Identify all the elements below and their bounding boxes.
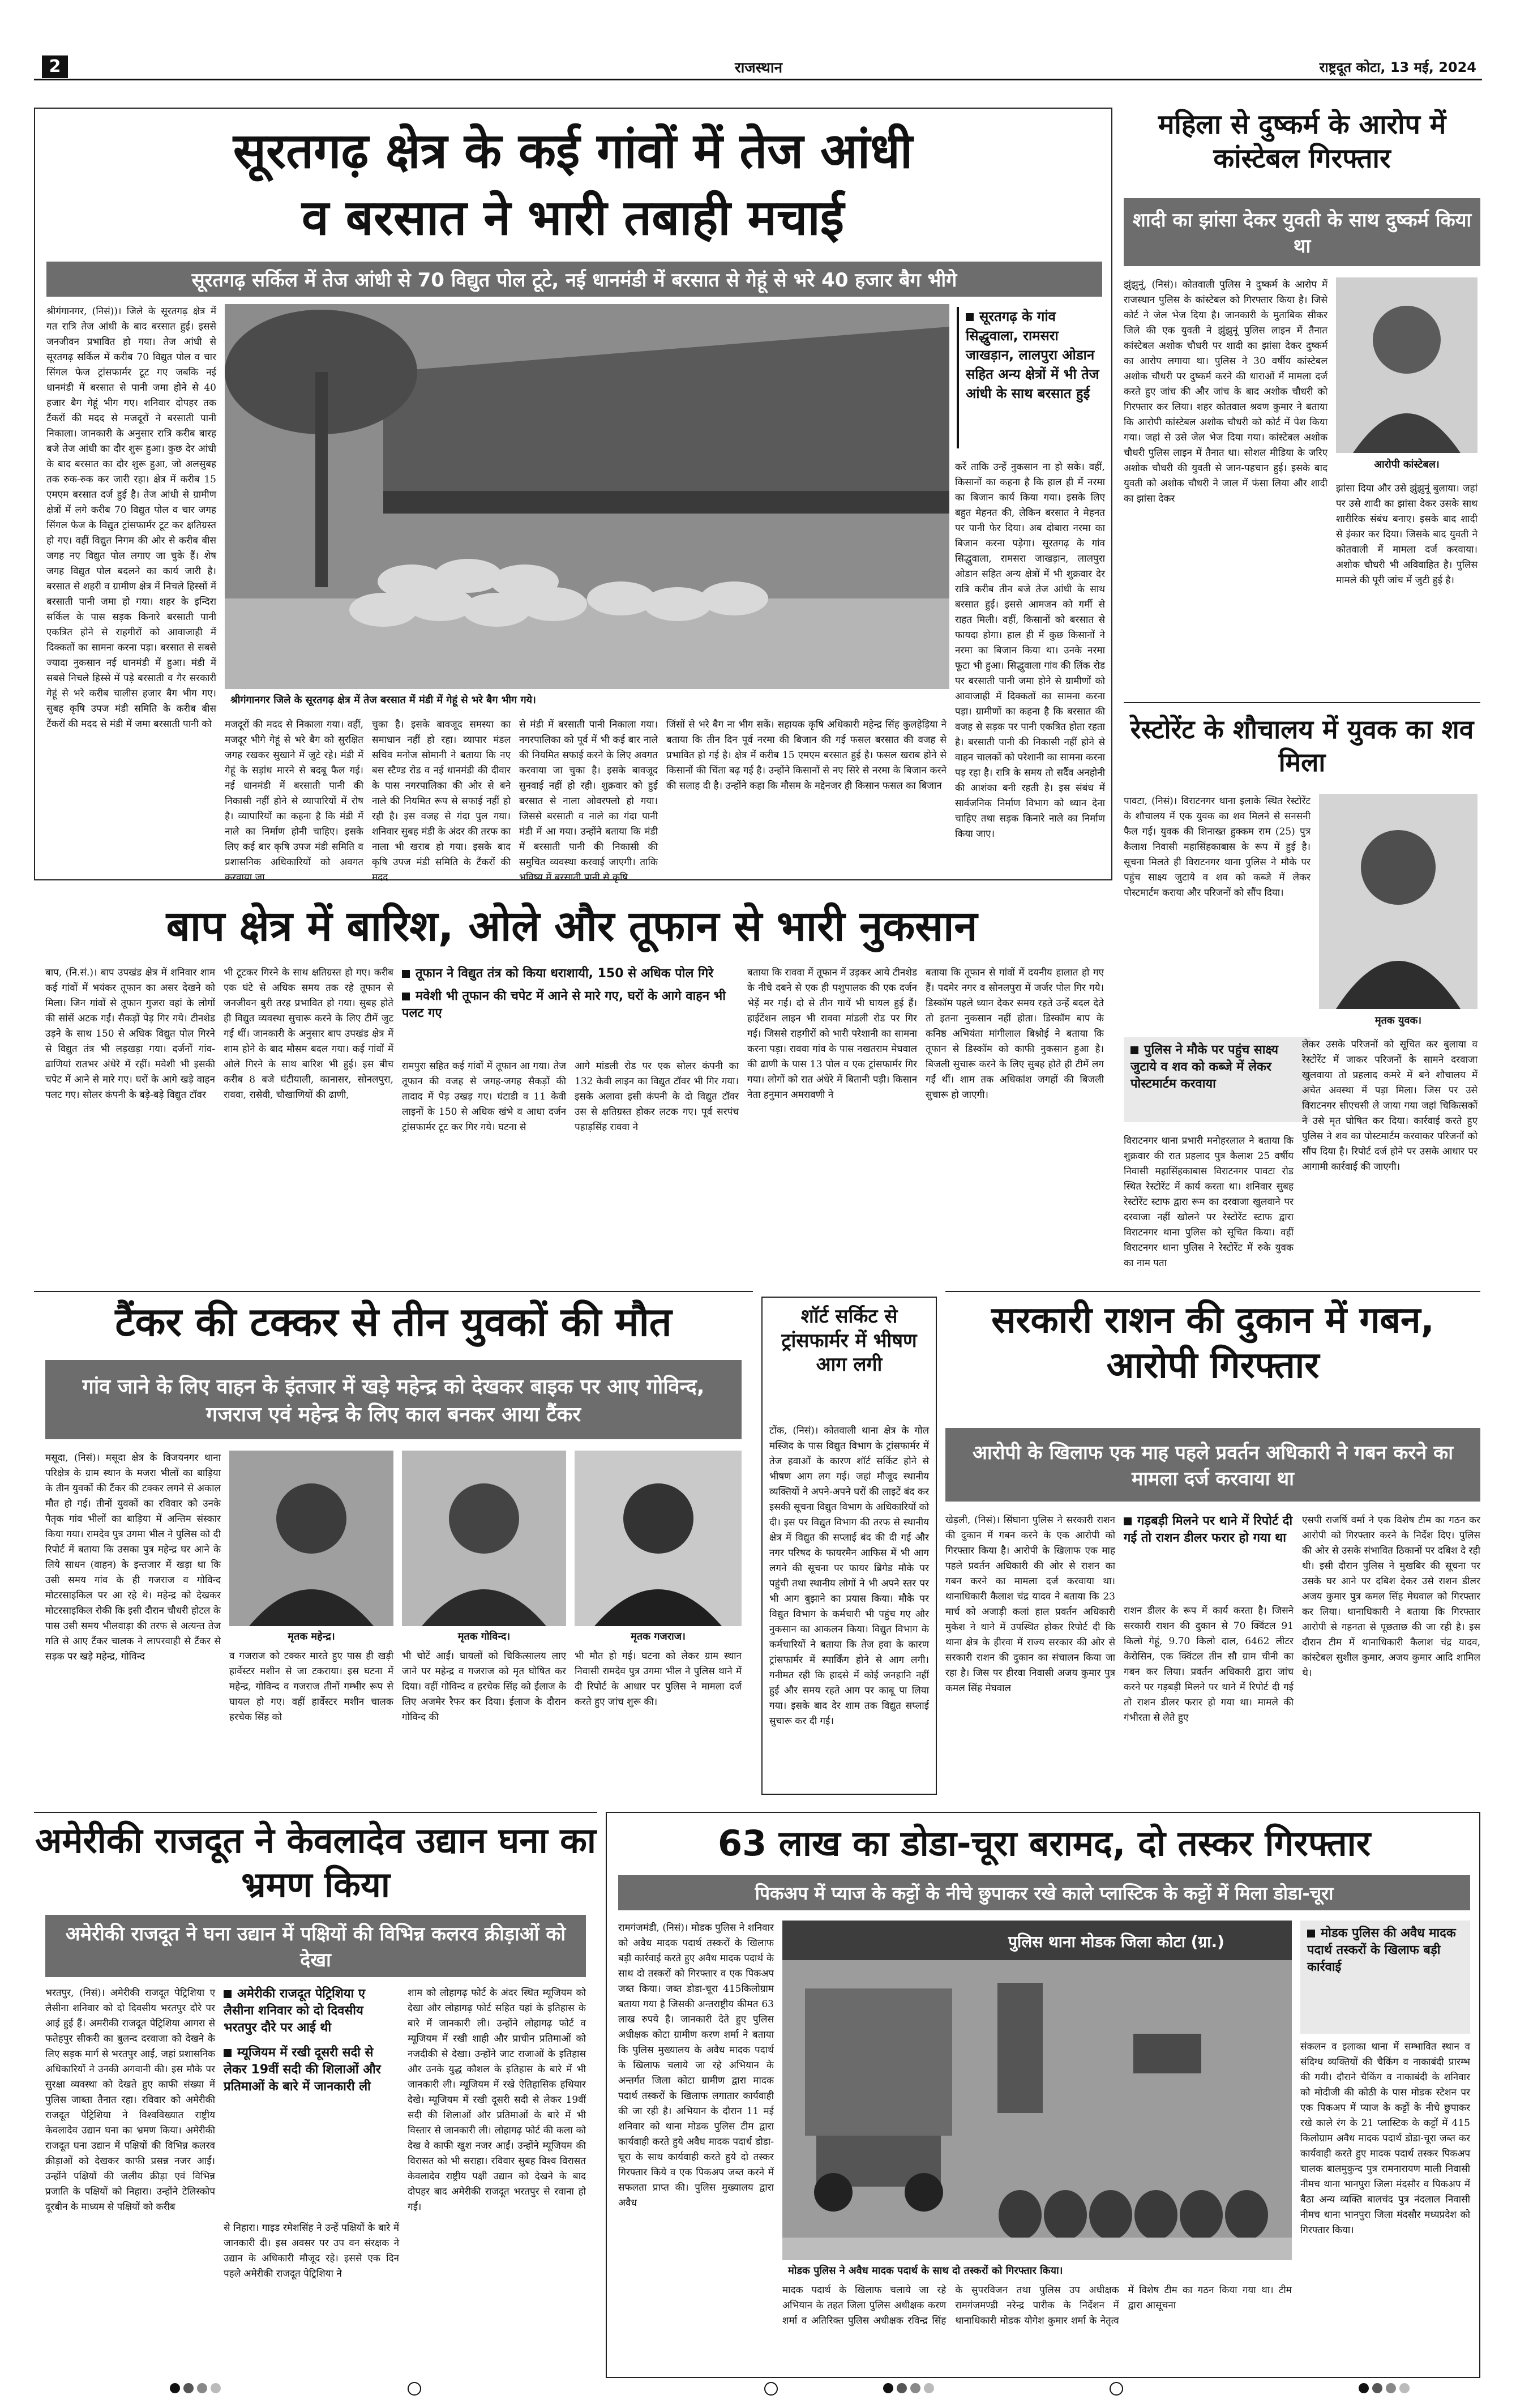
color-dot [1372, 2383, 1382, 2393]
story1-col5: जिंसों से भरे बैग ना भीग सकें। सहायक कृषि अधिकारी महेन्द्र सिंह कुलहेड़िया ने बताया कि तीन दिन पूर्व नरमा की बिजान की गई फसल बरसात की वजह से प्रभावित हो गई है। क्षेत्र में करीब 15 एमएम बरसात हुई है। फसल खराब होने से किसानों की चिंता बढ़ गई है। उन्होंने किसानों से नए सिरे से नरमा के बिजान करने की सलाह दी है। उन्होंने कहा कि मौसम के मद्देनजर ही किसान फसल का बिजान [666, 719, 947, 792]
registration-dots-center [883, 2383, 937, 2396]
story4-photo-caption: मृतक युवक। [1374, 1015, 1422, 1026]
color-dot [910, 2383, 920, 2393]
story1-col3: चुका है। इसके बावजूद समस्या का समाधान नहीं हो रहा। व्यापार मंडल सचिव मनोज सोमानी ने बताया कि नए बस स्टैण्ड रोड व नई धानमंडी की दीवार के पास नगरपालिका की ओर से बने नाले की नियमित रूप से सफाई नहीं हो रही है। इस वजह से गंदा पुल गया। शनिवार सुबह मंडी के अंदर की तरफ का नाला भी खराब हो गया। इसके बाद कृषि उपज मंडी समिति के टैंकरों की मदद [372, 719, 511, 883]
story3-subhead: शादी का झांसा देकर युवती के साथ दुष्कर्म किया था [1124, 198, 1480, 266]
bullet-square-icon [1124, 1517, 1132, 1525]
story1-photo-grain-bags [225, 304, 949, 689]
story5-caption-2: मृतक गोविन्द। [457, 1631, 511, 1643]
story9-col3: संकलन व इलाका थाना में सम्भावित स्थान व संदिग्ध व्यक्तियों की चैकिंग व नाकाबंदी प्रारम्भ की गयी। दौराने चैकिंग व नाकाबंदी के शनिवार को मोदीजी की कोठी के पास मोडक स्टेशन पर एक पिकअप में प्याज के कट्टों के नीचे छुपाकर रखे काले रंग के 21 प्लास्टिक के कट्टों में 415 किलोग्राम अवैध मादक पदार्थ डोडा-चूरा जब्त कर कार्यवाही करते हुए मादक पदार्थ तस्कर पिकअप चालक बालमुकुन्द पुत्र रामनारायण माली निवासी नीमच थाना भानपुरा जिला मंदसौर व पिकअप में बैठा अन्य व्यक्ति बालचंद पुत्र नंदलाल निवासी नीमच थाना भानपुरा जिला मंदसौर मध्यप्रदेश को गिरफ्तार किया। [1300, 2041, 1470, 2236]
story9-photo-caption: मोडक पुलिस ने अवैध मादक पदार्थ के साथ दो तस्करों को गिरफ्तार किया। [788, 2265, 1063, 2277]
story2-headline: बाप क्षेत्र में बारिश, ओले और तूफान से भारी नुकसान [166, 902, 978, 951]
story-constable [1124, 108, 1480, 691]
police-station-sign: पुलिस थाना मोडक जिला कोटा (ग्रा.) [1008, 1932, 1224, 1951]
bullet-square-icon [402, 970, 410, 978]
bullet-square-icon [1130, 1046, 1138, 1054]
story7-highlight-text: गड़बड़ी मिलने पर थाने में रिपोर्ट दी गई तो राशन डीलर फरार हो गया था [1124, 1514, 1293, 1545]
color-dot [1399, 2383, 1410, 2393]
story2-col1: बाप, (नि.सं.)। बाप उपखंड क्षेत्र में शनिवार शाम कई गांवों में भयंकर तूफान का असर देखने को मिला। जिन गांवों से तूफान गुजरा वहां के लोगों की सांसें अटक गईं। सैकड़ों पेड़ गिर गये। टीनशेड उड़ने के साथ 150 से अधिक विद्युत पोल गिरने से विद्युत तंत्र भी लड़खड़ा गया। दर्जनों गांव-ढाणियां रातभर अंधेरे में रहीं। मवेशी भी इसकी चपेट में आने से मारे गए। घरों के आगे खड़े वाहन पलट गए। सोलर कंपनी के बड़े-बड़े विद्युत टॉवर [45, 967, 215, 1101]
story1-subhead: सूरतगढ़ सर्किल में तेज आंधी से 70 विद्युत पोल टूटे, नई धानमंडी में बरसात से गेहूं से भरे 40 हजार बैग भीगे [46, 262, 1102, 297]
story-us-ambassador [34, 1812, 597, 2378]
story5-photo-1 [229, 1451, 393, 1626]
bullet-square-icon [1307, 1930, 1315, 1937]
warehouse-illustration [225, 304, 949, 689]
story7-headline: सरकारी राशन की दुकान में गबन, आरोपी गिरफ्तार [991, 1299, 1434, 1387]
portrait-illustration [229, 1451, 393, 1626]
section-title: राजस्थान [734, 59, 783, 76]
dateline: राष्ट्रदूत कोटा, 13 मई, 2024 [1319, 59, 1476, 75]
page-number: 2 [42, 55, 68, 78]
color-dot [197, 2383, 207, 2393]
story4-col1: विराटनगर थाना प्रभारी मनोहरलाल ने बताया कि शुक्रवार की रात प्रहलाद पुत्र कैलाश 25 वर्षीय निवासी महासिंहकाबास विराटनगर पावटा रोड स्थित रेस्टोरेंट में कार्य करता था। शनिवार सुबह रेस्टोरेंट स्टाफ द्वारा रूम का दरवाजा खुलवाने पर दरवाजा नहीं खोलने पर रेस्टोरेंट स्टाफ द्वारा विराटनगर थाना पुलिस को सूचित किया। वहीं विराटनगर थाना पुलिस ने रेस्टोरेंट में रुके युवक का नाम पता [1124, 1135, 1294, 1269]
story9-col2: मादक पदार्थ के खिलाफ चलाये जा रहे अभियान के तहत जिला पुलिस अधीक्षक करण शर्मा व अतिरिक्त पुलिस अधीक्षक रविन्द्र सिंह के सुपरविजन तथा पुलिस उप अधीक्षक रामगंजमण्डी नरेन्द्र पारीक के निर्देशन में थानाधिकारी मोडक योगेश कुमार शर्मा के नेतृत्व में विशेष टीम का गठन किया गया था। टीम द्वारा आसूचना [782, 2285, 1292, 2326]
story6-body: टोंक, (निसं)। कोतवाली थाना क्षेत्र के गोल मस्जिद के पास विद्युत विभाग के ट्रांसफार्मर में तेज हवाओं के कारण शॉर्ट सर्किट होने से भीषण आग लग गई। जहां मौजूद स्थानीय व्यक्तियों ने अपने-अपने घरों की लाइटें बंद कर इसकी सूचना विद्युत विभाग के अधिकारियों को दी। इस पर विद्युत विभाग की तरफ से स्थानीय क्षेत्र में विद्युत की सप्लाई बंद की दी गई और नगर परिषद के फायरमैन आफिस में भी आग लगने की सूचना पर फायर ब्रिगेड मौके पर पहुंची तथा स्थानीय लोगों ने भी अपने स्तर पर भी आग बुझाने का प्रयास किया। मौके पर विद्युत विभाग के कर्मचारी भी पहुंच गए और नुकसान का आकलन किया। विद्युत विभाग के कर्मचारियों ने बताया कि तेज हवा के कारण ट्रांसफार्मर में स्पार्किंग होने से आग लगी। गनीमत रही कि हादसे में कोई जनहानि नहीं हुई और समय रहते आग पर काबू पा लिया गया। इसके बाद देर शाम तक विद्युत सप्लाई सुचारू कर दी गई। [769, 1425, 929, 1727]
color-dot [924, 2383, 934, 2393]
story5-subhead: गांव जाने के लिए वाहन के इंतजार में खड़े महेन्द्र को देखकर बाइक पर आए गोविन्द, गजराज एवं महेन्द्र के लिए काल बनकर आया टैंकर [45, 1360, 742, 1439]
story8-bullets [224, 1986, 399, 2212]
story5-photo-3 [575, 1451, 742, 1626]
story1-highlight-text: सूरतगढ़ के गांव सिद्धुवाला, रामसरा जाखड़ान, लालपुरा ओडान सहित अन्य क्षेत्रों में भी तेज आंधी के साथ बरसात हुई [966, 309, 1099, 401]
story4-highlight-text: पुलिस ने मौके पर पहुंच साक्ष्य जुटाये व शव को कब्जे में लेकर पोस्टमार्टम करवाया [1130, 1043, 1279, 1091]
story-transformer-fire [761, 1297, 937, 1795]
story-baap [34, 895, 1112, 1280]
color-dot [1359, 2383, 1369, 2393]
registration-dots-left [170, 2383, 224, 2396]
story9-col1: रामगंजमंडी, (निसं)। मोडक पुलिस ने शनिवार को अवैध मादक पदार्थ तस्करों के खिलाफ बड़ी कार्रवाई करते हुए अवैध मादक पदार्थ के साथ दो तस्करों को गिरफ्तार व एक पिकअप जब्त किया। जब्त डोडा-चूरा 415किलोग्राम बताया गया है जिसकी अन्तराष्ट्रीय कीमत 63 लाख रुपये है। जानकारी देते हुए पुलिस अधीक्षक कोटा ग्रामीण करण शर्मा ने बताया कि पुलिस मुख्यालय के अवैध मादक पदार्थ के खिलाफ चलाये जा रहे अभियान के अन्तर्गत जिला कोटा ग्रामीण द्वारा मादक पदार्थ तस्करों के खिलाफ लगातार कार्यवाही की जा रही है। अभियान के दौरान 11 मई शनिवार को थाना मोडक पुलिस टीम द्वारा कार्यवाही करते हुये अवैध मादक पदार्थ डोडा-चूरा के साथ कार्यवाही करते हुये दो तस्कर गिरफ्तार किये व एक पिकअप जब्त करने में सफलता प्राप्त की। पुलिस मुख्यालय द्वारा अवैध [618, 1922, 774, 2209]
registration-crosshair-icon [1110, 2382, 1123, 2396]
story5-caption-3: मृतक गजराज। [631, 1631, 686, 1643]
story2-bullets [402, 965, 742, 1050]
story-doda-chura [606, 1812, 1480, 2378]
color-dot [897, 2383, 907, 2393]
story6-headline: शॉर्ट सर्किट से ट्रांसफार्मर में भीषण आग लगी [781, 1305, 917, 1376]
story5-headline: टैंकर की टक्कर से तीन युवकों की मौत [115, 1299, 672, 1345]
story1-headline-line1: सूरतगढ़ क्षेत्र के कई गांवों में तेज आंधी [233, 123, 913, 179]
story8-col2: से निहारा। गाइड रमेशसिंह ने उन्हें पक्षियों के बारे में जानकारी दी। इस अवसर पर उप वन संरक्षक ने उद्यान के अधिकारी मौजूद रहे। इससे एक दिन पहले अमेरीकी राजदूत पेट्रिशिया ने [224, 2222, 399, 2279]
story8-col1: भरतपुर, (निसं)। अमेरीकी राजदूत पेट्रिशिया ए लैसीना शनिवार को दो दिवसीय भरतपुर दौरे पर आई हुई हैं। अमरीकी राजदूत पेट्रिशिया आगरा से फतेहपुर सीकरी का बुलन्द दरवाजा को देखने के लिए सड़क मार्ग से भरतपुर आईं, जहां प्रशासनिक अधिकारियों ने उनकी अगवानी की। इस मौके पर सुरक्षा व्यवस्था को देखते हुए काफी संख्या में पुलिस जाब्ता तैनात रहा। रविवार को अमेरीकी राजदूत पेट्रिशिया ने विश्वविख्यात राष्ट्रीय केवलादेव उद्यान घना का भ्रमण किया। अमेरीकी राजदूत घना उद्यान में पक्षियों की विभिन्न कलरव क्रीड़ाओं को देखकर काफी प्रसन्न नजर आईं। उन्होंने पक्षियों की जलीय क्रीड़ा एवं विभिन्न प्रजाति के पक्षियों को निहारा। उन्होंने टेलिस्कोप दूरबीन के माध्यम से पक्षियों को करीब [45, 1987, 215, 2213]
bullet-square-icon [224, 1990, 232, 1998]
story1-col4: से मंडी में बरसाती पानी निकाला गया। नगरपालिका को पूर्व में भी कई बार नाले की नियमित सफाई करने के लिए अवगत करवाया जा चुका है। इसके बावजूद सुनवाई नहीं हो रही। शुक्रवार को हुई बरसात से नाला ओवरफ्लो हो गया। जिससे बरसाती व नाले का गंदा पानी मंडी में आ गया। उन्होंने बताया कि मंडी में बरसाती पानी की निकासी की समुचित व्यवस्था करवाई जाएगी। ताकि भविष्य में बरसाती पानी से कृषि [519, 719, 658, 883]
story-surtgarh [34, 108, 1112, 883]
story1-col6: करें ताकि उन्हें नुकसान ना हो सके। वहीं, किसानों का कहना है कि हाल ही में नरमा का बिजान कार्य किया गया। इसके लिए बहुत मेहनत की, लेकिन बरसात ने मेहनत पर पानी फेर दिया। अब दोबारा नरमा का बिजान करना पड़ेगा। सूरतगढ़ के गांव सिद्धुवाला, रामसरा जाखड़ान, लालपुरा ओडान सहित अन्य क्षेत्रों में भी शुक्रवार देर रात्रि करीब तीन बजे तेज आंधी के साथ बरसात हुई। इससे आमजन को गर्मी से राहत मिली। वहीं, किसानों को बरसात से फायदा होगा। हाल ही में कुछ किसानों ने नरमा का बिजान किया था। उनके नरमा फूटा भी हुआ। सिद्धुवाला गांव की लिंक रोड पर बरसाती पानी जमा होने से ग्रामीणों को आवाजाही में दिक्कतों का सामना करना पड़ा। ग्रामीणों का कहना है कि बरसात की वजह से सड़क पर पानी एकत्रित होता रहता है। बरसाती पानी की निकासी नहीं होने से वाहन चालकों को परेशानी का सामना करना पड़ रहा है। रात्रि के समय तो सर्दैव अनहोनी की आशंका बनी रहती है। इस संबंध में सार्वजनिक निर्माण विभाग को ध्यान देना चाहिए तथा सड़क किनारे नाले का निर्माण किया जाए। [955, 461, 1105, 840]
story5-caption-1: मृतक महेन्द्र। [288, 1631, 335, 1643]
story2-col6: बताया कि तूफान से गांवों में दयनीय हालात हो गए हैं। पदमेर नगर व सोनलपुरा में जर्जर पोल गिर गये। डिस्कॉम पहले ध्यान देकर समय रहते उन्हें बदल देते तो इतना नुकसान नहीं होता। डिस्कॉम बाप के कनिष्ठ अभियंता मांगीलाल बिश्नोई ने बताया कि तूफान से डिस्कॉम को काफी नुकसान हुआ है। बिजली सुचारू करने के लिए सुबह होते ही टीमें लग गईं थीं। शाम तक अधिकांश जगहों की बिजली सुचारू हो जाएगी। [926, 967, 1104, 1101]
story1-highlight-box [957, 307, 1104, 448]
bullet-square-icon [402, 993, 410, 1000]
bullet-square-icon [224, 2049, 232, 2057]
story3-col1: झुंझुनूं, (निसं)। कोतवाली पुलिस ने दुष्कर्म के आरोप में राजस्थान पुलिस के कांस्टेबल को गिरफ्तार किया है। जिसे कोर्ट ने जेल भेज दिया है। जानकारी के मुताबिक सीकर जिले की एक युवती ने झुंझुनूं पुलिस लाइन में तैनात कांस्टेबल अशोक चौधरी पर शादी का झांसा देकर दुष्कर्म का आरोप लगाया था। पुलिस ने 30 वर्षीय कांस्टेबल अशोक चौधरी पर दुष्कर्म करने की धाराओं में मामला दर्ज करते हुए जांच की और जांच के बाद अशोक चौधरी को गिरफ्तार कर लिया। शहर कोतवाल श्रवण कुमार ने बताया कि आरोपी कांस्टेबल अशोक चौधरी को कोर्ट में पेश किया गया। जहां से उसे जेल भेज दिया गया। कांस्टेबल अशोक चौधरी पुलिस लाइन में तैनात था। सोशल मीडिया के जरिए अशोक चौधरी की युवती से जान-पहचान हुई। इसके बाद युवती को अशोक चौधरी ने जाल में फंसा लिया और शादी का झांसा देकर [1124, 279, 1327, 504]
story8-bullet2: म्यूजियम में रखी दूसरी सदी से लेकर 19वीं सदी की शिलाओं और प्रतिमाओं के बारे में जानकारी ली [224, 2046, 381, 2094]
masthead-bar [34, 54, 1482, 80]
police-station-illustration [782, 1921, 1292, 2260]
story4-col2: लेकर उसके परिजनों को सूचित कर बुलाया व रेस्टोरेंट में जाकर परिजनों के सामने दरवाजा खुलवाया तो प्रहलाद कमरे में बने शौचालय में अचेत अवस्था में पड़ा मिला। जिस पर उसे विराटनगर सीएचसी ले जाया गया जहां चिकित्सकों ने उसे मृत घोषित कर दिया। कार्रवाई करते हुए पुलिस ने शव का पोस्टमार्टम करवाकर परिजनों को सौंप दिया है। रिपोर्ट दर्ज होने पर उसके आधार पर आगामी कार्रवाई की जाएगी। [1302, 1039, 1478, 1173]
story3-photo-caption: आरोपी कांस्टेबल। [1374, 459, 1440, 471]
story2-col2: भी टूटकर गिरने के साथ क्षतिग्रस्त हो गए। करीब एक घंटे से अधिक समय तक रहे तूफान से जनजीवन बुरी तरह प्रभावित हो गया। सुबह होते ही विद्युत व्यवस्था सुचारू करने के लिए टीमें जुट गई थीं। जानकारी के अनुसार बाप उपखंड क्षेत्र में शाम होने के बाद मौसम बदल गया। कई गांवों में ओले गिरने के साथ बारिश भी हुई। इस बीच करीब 8 बजे घंटीयाली, कानासर, सोनलपुरा, राववा, रासेवी, चौखाणियों की ढाणी, [224, 967, 393, 1101]
story2-col5: बताया कि राववा में तूफान में उड़कर आये टीनशेड के नीचे दबने से एक ही पशुपालक की एक दर्जन भेड़ें मर गईं। दो से तीन गायें भी घायल हुई हैं। हाईटेंशन लाइन भी राववा मांडली रोड पर गिर गई। जिससे राहगीरों को भारी परेशानी का सामना करना पड़ा। राववा गांव के पास नखतराम मेघवाल की ढाणी के पास 13 पोल व एक ट्रांसफार्मर गिर गया। लोगों को रात अंधेरे में बितानी पड़ी। किसान नेता हनुमान अमरावणी ने [747, 967, 917, 1101]
registration-crosshair-icon [408, 2382, 421, 2396]
story-ration-shop [945, 1291, 1480, 1795]
story4-headline: रेस्टोरेंट के शौचालय में युवक का शव मिला [1130, 714, 1474, 777]
portrait-illustration [402, 1451, 566, 1626]
story7-col3: एसपी राजर्षि वर्मा ने एक विशेष टीम का गठन कर आरोपी को गिरफ्तार करने के निर्देश दिए। पुलिस की ओर से उसके संभावित ठिकानों पर दबिश दे रही थी। इसी दौरान पुलिस ने मुखबिर की सूचना पर उसके घर आने पर दबिश देकर उसे राशन डीलर अजय कुमार पुत्र कमल सिंह मेघवाल को गिरफ्तार कर लिया। थानाधिकारी ने बताया कि गिरफ्तार आरोपी से गहनता से पूछताछ की जा रही है। इस दौरान टीम में थानाधिकारी कैलाश चंद्र यादव, कांस्टेबल सुशील कुमार, अजय कुमार आदि शामिल थे। [1302, 1515, 1480, 1679]
story1-photo-caption: श्रीगंगानगर जिले के सूरतगढ़ क्षेत्र में तेज बरसात में मंडी में गेहूं से भरे बैग भीग गये। [230, 694, 536, 706]
story4-highlight-box [1124, 1037, 1311, 1122]
story5-photo-2 [402, 1451, 566, 1626]
color-dot [183, 2383, 194, 2393]
story7-highlight-box [1124, 1513, 1294, 1598]
story5-col4: भी मौत हो गई। घटना को लेकर ग्राम स्थान निवासी रामदेव पुत्र उगमा भील ने पुलिस थाने में दी रिपोर्ट के आधार पर पुलिस ने मामला दर्ज करते हुए जांच शुरू की। [575, 1650, 742, 1708]
story9-highlight-box [1300, 1921, 1470, 2034]
color-dot [1386, 2383, 1396, 2393]
footer-print-marks [34, 2381, 1482, 2398]
story7-col1: खेड़ली, (निसं)। सिंघाना पुलिस ने सरकारी राशन की दुकान में गबन करने के एक आरोपी को गिरफ्तार किया है। आरोपी के खिलाफ एक माह पहले प्रवर्तन अधिकारी की ओर से राशन का गबन करने का मामला दर्ज करवाया था। थानाधिकारी कैलाश चंद्र यादव ने बताया कि 23 मार्च को अजाड़ी कलां हाल प्रवर्तन अधिकारी मुकेश ने थाने में उपस्थित होकर रिपोर्ट दी कि थाना क्षेत्र के हीरवा में राज्य सरकार की ओर से सरकारी राशन की दुकान का संचालन किया जा रहा है। जिस पर हीरवा निवासी अजय कुमार पुत्र कमल सिंह मेघवाल [945, 1515, 1115, 1694]
story5-col1: मसूदा, (निसं)। मसूदा क्षेत्र के विजयनगर थाना परिक्षेत्र के ग्राम स्थान के मजरा भीलों का बाड़िया के तीन युवकों की टैंकर की टक्कर लगने से अकाल मौत हो गई। तीनों युवकों का रविवार को उनके पैतृक गांव भीलों का बाड़िया में अन्तिम संस्कार किया गया। रामदेव पुत्र उगमा भील ने पुलिस को दी रिपोर्ट में बताया कि उसका पुत्र महेन्द्र घर आने के लिये साधन (वाहन) के इन्तजार में खड़ा था कि उसी समय गांव के ही गजराज व गोविन्द मोटरसाइकिल पर आ रहे थे। महेन्द्र को देखकर मोटरसाइकिल रोकी कि इसी दौरान चौधरी होटल के पास उसी समय भीलवाड़ा की तरफ से अत्यन्त तेज गति से आए टैंकर चालक ने लापरवाही से टैंकर से सड़क पर खड़े महेन्द्र, गोविन्द [45, 1452, 221, 1662]
story-restaurant [1124, 702, 1480, 1274]
story2-bullet2: मवेशी भी तूफान की चपेट में आने से मारे गए, घरों के आगे वाहन भी पलट गए [402, 989, 726, 1020]
story7-subhead: आरोपी के खिलाफ एक माह पहले प्रवर्तन अधिकारी ने गबन करने का मामला दर्ज करवाया था [945, 1428, 1480, 1502]
story9-photo-police-station [782, 1921, 1292, 2260]
story8-headline: अमेरीकी राजदूत ने केवलादेव उद्यान घना का भ्रमण किया [35, 1820, 596, 1905]
registration-dots-right [1359, 2383, 1413, 2396]
story-tanker [34, 1291, 753, 1795]
story5-col3: भी चोटें आईं। घायलों को चिकित्सालय लाए जाने पर महेन्द्र व गजराज को मृत घोषित कर दिया। वहीं गोविन्द व हरचेक सिंह को ईलाज के लिए अजमेर रैफर कर दिया। ईलाज के दौरान गोविन्द की [402, 1650, 566, 1723]
story9-highlight-text: मोडक पुलिस की अवैध मादक पदार्थ तस्करों के खिलाफ बड़ी कार्रवाई [1307, 1926, 1456, 1974]
color-dot [883, 2383, 893, 2393]
portrait-illustration [575, 1451, 742, 1626]
portrait-illustration [1319, 794, 1478, 1009]
story3-photo-accused [1336, 277, 1478, 453]
story2-bullet1: तूफान ने विद्युत तंत्र को किया धराशायी, 150 से अधिक पोल गिरे [402, 965, 742, 982]
story5-col2: व गजराज को टक्कर मारते हुए पास ही खड़ी हार्वेस्टर मशीन से जा टकराया। इस घटना में महेन्द्र, गोविन्द व गजराज तीनों गम्भीर रूप से घायल हो गए। वहीं हार्वेस्टर मशीन चालक हरचेक सिंह को [229, 1650, 393, 1723]
story4-photo-deceased [1319, 794, 1478, 1009]
story8-bullet1: अमेरीकी राजदूत पेट्रिशिया ए लैसीना शनिवार को दो दिवसीय भरतपुर दौरे पर आई थी [224, 1987, 366, 2035]
story3-col2: झांसा दिया और उसे झुंझुनूं बुलाया। जहां पर उसे शादी का झांसा देकर उसके साथ शारीरिक संबंध बनाए। इसके बाद शादी से इंकार कर दिया। जिसके बाद युवती ने कोतवाली में मामला दर्ज करवाया। अशोक चौधरी भी अविवाहित है। पुलिस मामले की पूरी जांच में जुटी हुई है। [1336, 483, 1478, 586]
story1-col1: श्रीगंगानगर, (निसं))। जिले के सूरतगढ़ क्षेत्र में गत रात्रि तेज आंधी के बाद बरसात हुई। इससे जनजीवन प्रभावित हो गया। तेज आंधी से सूरतगढ़ सर्किल में करीब 70 विद्युत पोल व चार सिंगल फेज ट्रांसफार्मर टूट गए जबकि नई धानमंडी में बरसात से पानी जमा होने से 40 हजार बैग गेहूं भीग गए। शनिवार दोपहर तक टैंकरों की मदद से मजदूरों ने बरसाती पानी निकाला। जानकारी के अनुसार रात्रि करीब बारह बजे तेज आंधी का दौर शुरू हुआ। कुछ देर आंधी के बाद बरसात का दौर शुरू हुआ, जो अलसुबह तक रुक-रुक कर जारी रहा। क्षेत्र में करीब 15 एमएम बरसात दर्ज हुई है। तेज आंधी से ग्रामीण क्षेत्रों में लगे करीब 70 विद्युत पोल व चार जगह सिंगल फेज के विद्युत ट्रांसफार्मर टूट कर क्षतिग्रस्त हो गए। वहीं विद्युत निगम की ओर से करीब बीस जगह नए विद्युत पोल लगाए जा चुके हैं। शेष जगह विद्युत पोल बदलने का कार्य जारी है। बरसात से शहरी व ग्रामीण क्षेत्र में निचले हिस्सों में बरसाती पानी जमा हो गया। शहर के इन्दिरा सर्किल के पास सड़क किनारे बरसाती पानी एकत्रित होने से राहगीरों को आवाजाही में दिक्कतों का सामना करना पड़ा। बरसात से सबसे ज्यादा नुकसान नई धानमंडी में हुआ। मंडी में सबसे निचले हिस्से में पड़े बरसाती व गैर सरकारी गेहूं से भरे करीब चालीस हजार बैग भीग गए। सुबह कृषि उपज मंडी समिति के करीब बीस टैंकरों की मदद से मंडी में जमा बरसाती पानी को [46, 306, 216, 730]
portrait-illustration [1336, 277, 1478, 453]
color-dot [211, 2383, 221, 2393]
story9-headline: 63 लाख का डोडा-चूरा बरामद, दो तस्कर गिरफ्तार [717, 1823, 1371, 1864]
story7-col2: राशन डीलर के रूप में कार्य करता है। जिसने सरकारी राशन की दुकान से 70 क्विंटल 91 किलो गेहूं, 9.70 किलो दाल, 6462 लीटर केरोसिन, एक क्विंटल तीन सौ ग्राम चीनी का गबन कर लिया। प्रवर्तन अधिकारी द्वारा जांच करने पर गड़बड़ी मिलने पर थाने में रिपोर्ट दी गई तो राशन डीलर फरार हो गया था। मामले की गंभीरता से लेते हुए [1124, 1605, 1294, 1723]
bullet-square-icon [966, 313, 974, 321]
story9-subhead: पिकअप में प्याज के कट्टों के नीचे छुपाकर रखे काले प्लास्टिक के कट्टों में मिला डोडा-चूरा [618, 1875, 1470, 1910]
story2-col3: रामपुरा सहित कई गांवों में तूफान आ गया। तेज तूफान की वजह से जगह-जगह सैकड़ों की तादाद में पेड़ उखड़ गए। घंटाडी व 11 केवी लाइनों के 150 से अधिक खंभे व आधा दर्जन ट्रांसफार्मर टूट कर गिर गये। घटना से [402, 1060, 566, 1133]
story1-col2: मजदूरों की मदद से निकाला गया। वहीं, मजदूर भीगे गेहूं से भरे बैग को सुरक्षित जगह रखकर सुखाने में जुटे रहे। मंडी में गेहूं के सड़ांध मारने से बदबू फैल गई। नई धानमंडी में बरसाती पानी की निकासी नहीं होने से व्यापारियों में रोष है। व्यापारियों का कहना है कि मंडी में नाले का निर्माण होनी चाहिए। इसके लिए कई बार कृषि उपज मंडी समिति व प्रशासनिक अधिकारियों को अवगत करवाया जा [225, 719, 363, 883]
story4-intro: पावटा, (निसं)। विराटनगर थाना इलाके स्थित रेस्टोरेंट के शौचालय में एक युवक का शव मिलने से सनसनी फैल गई। युवक की शिनाख्त हुक्कम राम (25) पुत्र कैलाश निवासी महासिंहकाबास के रूप में हुई है। सूचना मिलते ही विराटनगर थाना पुलिस ने मौके पर पहुंच साक्ष्य जुटाये व शव को कब्जे में लेकर पोस्टमार्टम कराया और परिजनों को सौंप दिया। [1124, 795, 1311, 899]
story2-col4: आगे मांडली रोड पर एक सोलर कंपनी का 132 केवी लाइन का विद्युत टॉवर भी गिर गया। इसके अलावा इसी कंपनी के दो विद्युत टॉवर उस से क्षतिग्रस्त होकर लटक गए। पूर्व सरपंच पहाड़सिंह राववा ने [575, 1060, 739, 1133]
story3-headline: महिला से दुष्कर्म के आरोप में कांस्टेबल गिरफ्तार [1158, 109, 1446, 174]
story8-col3: शाम को लोहागढ़ फोर्ट के अंदर स्थित म्यूजियम को देखा और लोहागढ़ फोर्ट सहित यहां के इतिहास के बारे में जानकारी ली। उन्होंने लोहागढ़ फोर्ट व म्यूजियम में रखी शाही और प्राचीन प्रतिमाओं को नजदीकी से देखा। उन्होंने जाट राजाओं के इतिहास और उनके युद्ध कौशल के इतिहास के बारे में भी जानकारी ली। म्यूजियम में रखे ऐतिहासिक हथियार देखे। म्यूजियम में रखी दूसरी सदी से लेकर 19वीं सदी की शिलाओं और प्रतिमाओं के बारे में भी विस्तार से जानकारी ली। लोहागढ़ फोर्ट की कला को देख वे काफी खुश नजर आईं। उन्होंने म्यूजियम की विरासत को भी सराहा। रविवार सुबह विश्व विरासत केवलादेव राष्ट्रीय पक्षी उद्यान को देखने के बाद दोपहर बाद अमेरीकी राजदूत भरतपुर से रवाना हो गईं। [408, 1987, 586, 2213]
story1-headline-line2: व बरसात ने भारी तबाही मचाई [301, 190, 845, 246]
registration-crosshair-icon [764, 2382, 778, 2396]
color-dot [170, 2383, 180, 2393]
story8-subhead: अमेरीकी राजदूत ने घना उद्यान में पक्षियों की विभिन्न कलरव क्रीड़ाओं को देखा [45, 1915, 586, 1977]
